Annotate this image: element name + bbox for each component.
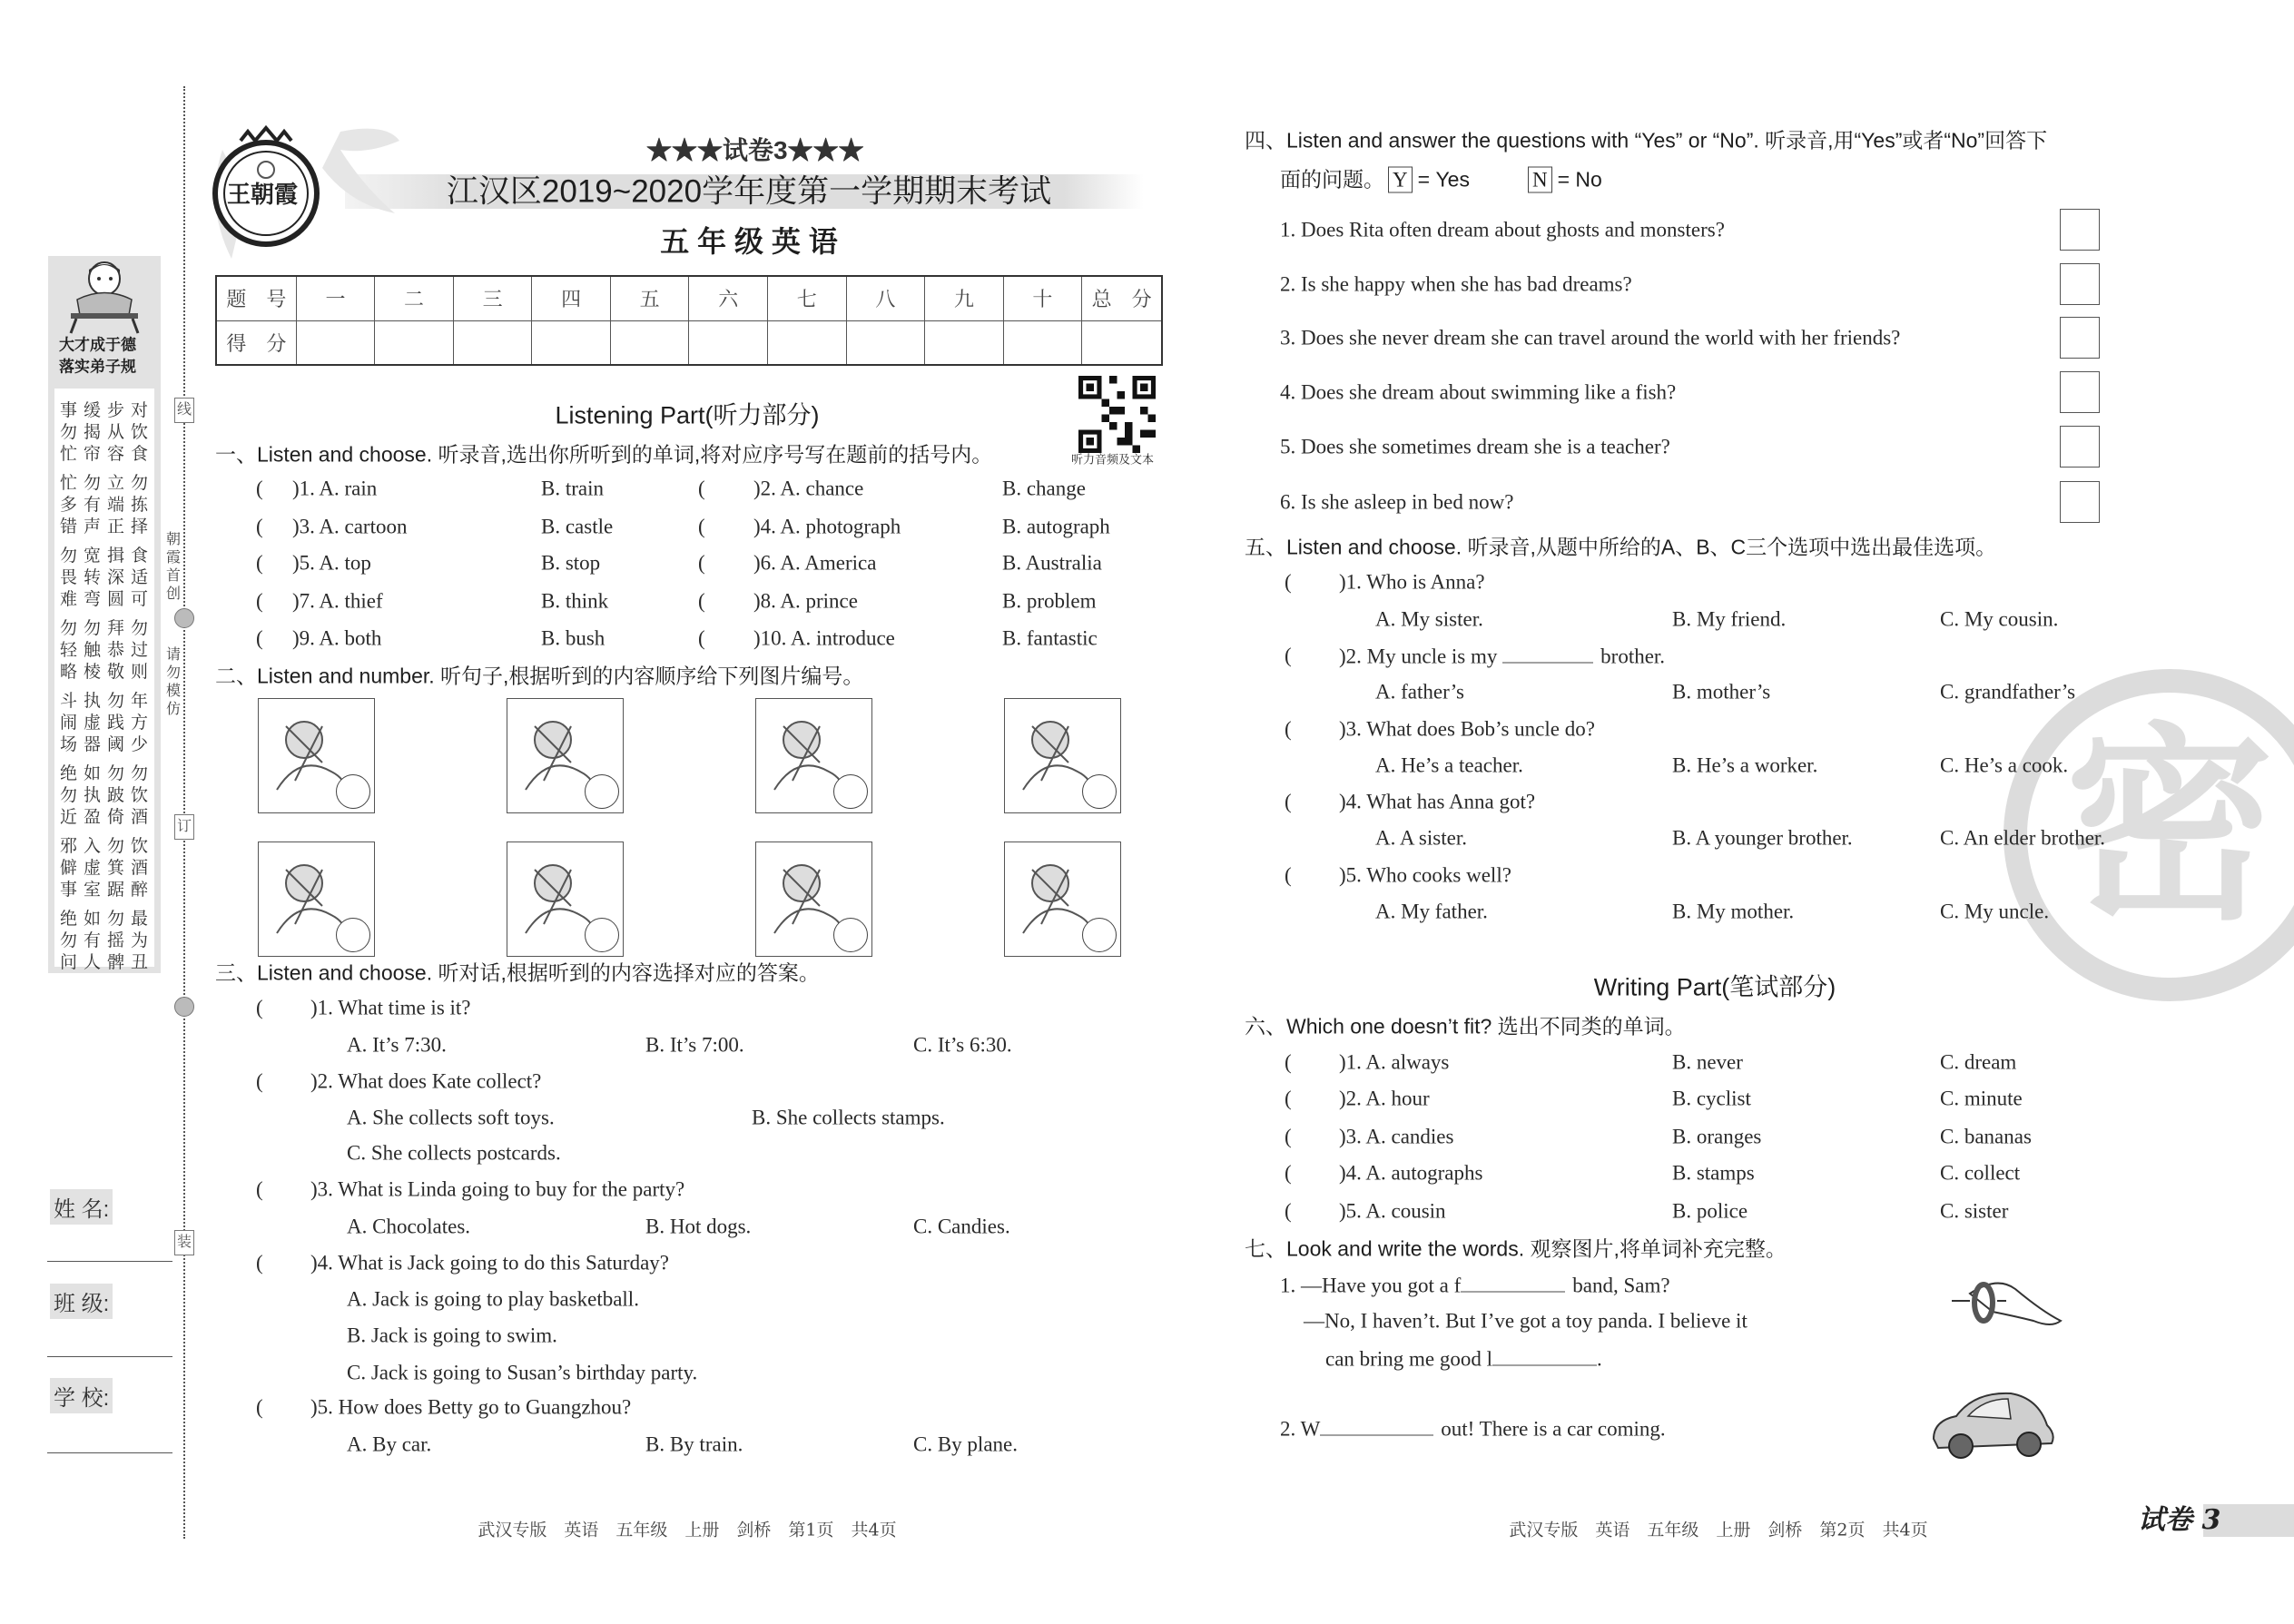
text: 1. —Have you got a f [1280,1274,1462,1297]
answer-option: C. An elder brother. [1940,826,2106,850]
word-option-a: )1. A. always [1339,1050,1450,1074]
answer-option: A. My sister. [1375,607,1483,631]
section-1-heading: 一、Listen and choose. 听录音,选出你所听到的单词,将对应序号写在题前的括号内。 [215,442,993,467]
answer-option: B. She collects stamps. [752,1106,945,1129]
brand-logo-text: 王朝霞 [227,182,299,209]
text: band, Sam? [1572,1274,1670,1297]
sidebar-verse-row: 僻虚箕酒 [60,858,155,878]
question-stem-end: brother. [1600,645,1666,668]
word-option-a: )1. A. rain [292,477,378,500]
word-option-a: )7. A. thief [292,589,383,613]
score-input-cell[interactable] [1082,320,1162,365]
yes-key-label: = Yes [1417,167,1470,192]
score-input-cell[interactable] [846,320,925,365]
write-question-1-line-1 [1280,1274,1670,1296]
sidebar-verse-row: 闹虚践方 [60,713,155,733]
answer-option: B. It’s 7:00. [645,1033,744,1057]
student-field-input[interactable] [47,1261,172,1262]
section-4-heading: 四、Listen and answer the questions with “Yes” or “No”. 听录音,用“Yes”或者“No”回答下 [1245,128,2048,153]
open-paren: ( [1285,570,1292,594]
answer-option: C. grandfather’s [1940,680,2076,704]
word-option-c: C. sister [1940,1199,2009,1223]
sidebar-verse-row: 略棱敬则 [60,662,155,682]
sidebar-verse-row: 勿有摇为 [60,930,155,950]
word-option-a: )10. A. introduce [753,626,895,650]
open-paren: ( [256,996,263,1019]
answer-bracket-field[interactable] [1295,1087,1343,1110]
student-field-label: 班 级: [50,1284,113,1319]
yes-no-answer-box[interactable] [2060,209,2100,251]
picture-number-circle[interactable] [336,774,370,809]
answer-bracket-field[interactable] [1295,1199,1343,1223]
picture-woman-in-town [507,698,624,813]
picture-nurse-with-food [755,842,872,957]
answer-option: C. By plane. [913,1432,1018,1456]
answer-option: B. Hot dogs. [645,1215,752,1238]
no-key-label: = No [1557,167,1602,192]
sidebar-verse-row: 勿执跛饮 [60,785,155,805]
sidebar-verse-row: 场器阈少 [60,734,155,754]
score-table-header-cell: 三 [453,276,532,320]
sidebar-verse-row: 忙勿立勿 [60,473,155,493]
no-key-box: N [1528,167,1552,193]
word-option-b: B. stop [541,551,601,575]
word-option-b: B. never [1672,1050,1743,1074]
section-2-heading: 二、Listen and number. 听句子,根据听到的内容顺序给下列图片编号。 [215,664,864,688]
answer-bracket-field[interactable] [267,1069,314,1093]
answer-bracket-field[interactable] [1295,570,1343,594]
score-input-cell[interactable] [296,320,375,365]
word-option-a: )8. A. prince [753,589,858,613]
open-paren: ( [698,589,705,613]
score-input-cell[interactable] [610,320,689,365]
word-option-b: B. Australia [1002,551,1102,575]
yes-no-answer-box[interactable] [2060,263,2100,305]
answer-option: A. It’s 7:30. [347,1033,447,1057]
word-option-a: )4. A. photograph [753,515,901,538]
yes-no-question: 3. Does she never dream she can travel around the world with her friends? [1280,326,1901,349]
sidebar-verse-row: 问人髀丑 [60,952,155,972]
question-text [1339,792,1535,812]
sidebar-verse-row: 近盈倚酒 [60,807,155,827]
open-paren: ( [698,515,705,538]
answer-option: C. Candies. [913,1215,1010,1238]
yes-key-box: Y [1388,167,1413,193]
word-option-b: B. fantastic [1002,626,1098,650]
score-input-cell[interactable] [1003,320,1082,365]
write-question-1-line-3 [1325,1347,1602,1370]
answer-bracket-field[interactable] [267,1251,314,1275]
yes-no-answer-box[interactable] [2060,317,2100,359]
word-option-a: )9. A. both [292,626,382,650]
sidebar-verse-row: 畏转深适 [60,567,155,587]
picture-number-circle[interactable] [833,774,868,809]
sidebar-verse-row: 勿宽揖食 [60,546,155,566]
sidebar-verse-row: 邪入勿饮 [60,836,155,856]
score-row-label: 得 分 [216,320,296,365]
answer-bracket-field[interactable] [1295,1125,1343,1148]
word-option-b: B. bush [541,626,605,650]
picture-number-circle[interactable] [336,918,370,952]
score-table-header-cell: 十 [1003,276,1082,320]
sidebar-verse-row: 多有端拣 [60,495,155,515]
answer-bracket-field[interactable] [1295,1161,1343,1185]
open-paren: ( [1285,1050,1292,1074]
answer-option: B. My mother. [1672,900,1795,923]
picture-hats [258,698,375,813]
score-input-cell[interactable] [453,320,532,365]
sidebar-verse-row: 勿揭从饮 [60,422,155,442]
sidebar-verse-row: 难弯圆可 [60,589,155,609]
answer-bracket-field[interactable] [1295,644,1343,667]
question-text [1339,865,1511,886]
score-table-header-cell: 一 [296,276,375,320]
sidebar-verse-row: 轻触恭过 [60,640,155,660]
answer-option: C. Jack is going to Susan’s birthday party. [347,1361,698,1384]
word-option-b: B. stamps [1672,1161,1755,1185]
picture-monster [507,842,624,957]
word-option-b: B. cyclist [1672,1087,1751,1110]
word-option-c: C. dream [1940,1050,2017,1074]
question-text: )5. How does Betty go to Guangzhou? [310,1395,632,1419]
write-question-2 [1280,1417,1666,1440]
picture-number-circle[interactable] [833,918,868,952]
yes-no-answer-box[interactable] [2060,371,2100,413]
yes-no-question: 4. Does she dream about swimming like a fish? [1280,380,1677,404]
answer-bracket-field[interactable] [1295,717,1343,741]
sidebar-verse-row: 勿勿拜勿 [60,618,155,638]
word-blank-f[interactable] [1461,1274,1565,1293]
word-option-b: B. change [1002,477,1086,500]
open-paren: ( [256,1251,263,1275]
word-option-a: )3. A. candies [1339,1125,1454,1148]
score-table-header-cell: 四 [532,276,611,320]
score-input-cell[interactable] [689,320,768,365]
answer-option: C. He’s a cook. [1940,753,2069,777]
picture-newspapers [1004,698,1121,813]
text: . [1596,1347,1602,1371]
word-option-b: B. autograph [1002,515,1110,538]
picture-number-circle[interactable] [1082,774,1117,809]
question-text: )2. What does Kate collect? [310,1069,542,1093]
answer-option: A. father’s [1375,680,1464,704]
picture-number-circle[interactable] [585,774,619,809]
yes-no-answer-box[interactable] [2060,481,2100,523]
score-input-cell[interactable] [375,320,454,365]
student-field-label: 姓 名: [50,1189,113,1225]
picture-children-pointing [258,842,375,957]
binding-mark: 装 [174,1230,194,1255]
binding-dotted-line [183,86,185,1539]
open-paren: ( [256,551,263,575]
score-table-header-cell: 六 [689,276,768,320]
answer-option: A. Jack is going to play basketball. [347,1287,639,1311]
open-paren: ( [256,477,263,500]
score-table-header-cell: 总 分 [1082,276,1162,320]
question-stem: )3. What does Bob’s uncle do? [1339,717,1595,741]
answer-bracket-field[interactable] [709,589,756,613]
word-option-b: B. castle [541,515,614,538]
question-text: )1. What time is it? [310,996,471,1019]
writing-part-title: Writing Part(笔试部分) [1593,973,1836,1001]
open-paren: ( [256,1177,263,1201]
word-option-b: B. think [541,589,609,613]
word-option-c: C. minute [1940,1087,2023,1110]
open-paren: ( [698,551,705,575]
student-field-input[interactable] [47,1452,172,1453]
student-field-label: 学 校: [50,1378,113,1413]
sidebar-scholar-illustration [64,259,145,336]
qr-code[interactable] [1078,376,1156,453]
word-option-a: )3. A. cartoon [292,515,408,538]
open-paren: ( [256,1395,263,1419]
open-paren: ( [1285,1161,1292,1185]
sidebar-vertical-note: 朝霞首创 [165,532,181,602]
text: 2. W [1280,1417,1321,1441]
student-field-input[interactable] [47,1356,172,1357]
word-option-c: C. bananas [1940,1125,2032,1148]
open-paren: ( [1285,1199,1292,1223]
open-paren: ( [1285,644,1292,667]
page-tag: 试卷 3 [2138,1504,2221,1536]
answer-option: A. By car. [347,1432,432,1456]
page-footer: 武汉专版 英语 五年级 上册 剑桥 第1页 共4页 [478,1520,897,1540]
sidebar-vertical-note: 请勿模仿 [165,647,181,717]
sidebar-verse-row: 事缓步对 [60,400,155,420]
score-table-header-cell: 二 [375,276,454,320]
question-stem: )2. My uncle is my [1339,645,1498,668]
section-6-heading: 六、Which one doesn’t fit? 选出不同类的单词。 [1245,1014,1686,1038]
answer-option: B. mother’s [1672,680,1771,704]
sidebar-verse-row: 忙帘容食 [60,444,155,464]
word-blank-w[interactable] [1320,1417,1433,1436]
word-option-a: )5. A. top [292,551,371,575]
answer-option: A. Chocolates. [347,1215,471,1238]
question-blank[interactable] [1502,645,1593,664]
answer-option: B. Jack is going to swim. [347,1324,557,1347]
question-text: )3. What is Linda going to buy for the party? [310,1177,685,1201]
yes-no-answer-box[interactable] [2060,426,2100,468]
picture-number-circle[interactable] [1082,918,1117,952]
open-paren: ( [1285,790,1292,813]
section-4-heading-continued [1280,167,1602,193]
open-paren: ( [1285,1125,1292,1148]
sidebar-verse-row: 绝如勿最 [60,909,155,929]
sidebar-verse-row: 绝如勿勿 [60,763,155,783]
open-paren: ( [1285,717,1292,741]
word-option-b: B. train [541,477,604,500]
word-option-b: B. problem [1002,589,1097,613]
score-table-header-cell: 七 [768,276,847,320]
answer-option: A. A sister. [1375,826,1467,850]
word-blank-l[interactable] [1492,1347,1597,1366]
exam-title: 江汉区2019~2020学年度第一学期期末考试 [446,173,1052,210]
word-option-a: )4. A. autographs [1339,1161,1483,1185]
sidebar-verse-row: 斗执勿年 [60,691,155,711]
question-stem: )1. Who is Anna? [1339,570,1485,594]
answer-bracket-field[interactable] [267,1395,314,1419]
write-question-1-line-2: —No, I haven’t. But I’ve got a toy panda. I believe it [1304,1309,1748,1333]
sidebar-verse-row: 事室踞醉 [60,880,155,900]
question-text [1339,645,1665,667]
answer-bracket-field[interactable] [709,477,756,500]
answer-bracket-field[interactable] [709,626,756,650]
word-option-a: )6. A. America [753,551,877,575]
binding-seal-icon [174,608,194,628]
sidebar-motto: 落实弟子规 [59,358,136,376]
page-footer: 武汉专版 英语 五年级 上册 剑桥 第2页 共4页 [1509,1520,1928,1540]
open-paren: ( [256,589,263,613]
answer-bracket-field[interactable] [1295,1050,1343,1074]
score-input-cell[interactable] [768,320,847,365]
score-table-header-cell: 题 号 [216,276,296,320]
answer-option: C. She collects postcards. [347,1141,561,1165]
open-paren: ( [1285,863,1292,887]
yes-no-question: 2. Is she happy when she has bad dreams? [1280,272,1632,296]
score-table-header-cell: 九 [925,276,1004,320]
score-table [215,275,1163,366]
word-option-c: C. collect [1940,1161,2021,1185]
listening-part-title: Listening Part(听力部分) [555,401,820,429]
sidebar-verse-row: 错声正择 [60,517,155,536]
open-paren: ( [698,626,705,650]
word-option-b: B. police [1672,1199,1748,1223]
section-3-heading: 三、Listen and choose. 听对话,根据听到的内容选择对应的答案。 [215,960,820,985]
open-paren: ( [256,515,263,538]
picture-family-at-window [1004,842,1121,957]
car-illustration [1925,1384,2061,1462]
score-table-header-cell: 八 [846,276,925,320]
heading-text: 面的问题。 [1280,167,1384,192]
qr-caption: 听力音频及文本 [1071,452,1155,467]
binding-seal-icon [174,997,194,1017]
answer-option: A. He’s a teacher. [1375,753,1523,777]
question-text [1339,572,1485,593]
score-input-cell[interactable] [532,320,611,365]
answer-option: B. By train. [645,1432,743,1456]
yes-no-question: 5. Does she sometimes dream she is a teacher? [1280,435,1670,458]
answer-bracket-field[interactable] [709,515,756,538]
answer-bracket-field[interactable] [1295,790,1343,813]
answer-option: B. A younger brother. [1672,826,1853,850]
open-paren: ( [256,1069,263,1093]
answer-bracket-field[interactable] [267,1177,314,1201]
section-5-heading: 五、Listen and choose. 听录音,从题中所给的A、B、C三个选项中选出最佳选项。 [1245,535,1997,559]
sidebar-motto: 大才成于德 [59,336,136,354]
open-paren: ( [1285,1087,1292,1110]
yes-no-question: 1. Does Rita often dream about ghosts and monsters? [1280,218,1725,241]
text: out! There is a car coming. [1441,1417,1666,1441]
text: can bring me good l [1325,1347,1492,1371]
picture-cat-on-blanket [755,698,872,813]
answer-option: A. She collects soft toys. [347,1106,555,1129]
question-stem: )4. What has Anna got? [1339,790,1536,813]
score-input-cell[interactable] [925,320,1004,365]
picture-number-circle[interactable] [585,918,619,952]
answer-option: C. My cousin. [1940,607,2059,631]
binding-mark: 线 [174,398,194,423]
yes-no-question: 6. Is she asleep in bed now? [1280,490,1514,514]
binding-mark: 订 [174,814,194,840]
question-text: )4. What is Jack going to do this Saturday? [310,1251,669,1275]
answer-option: A. My father. [1375,900,1488,923]
answer-option: C. My uncle. [1940,900,2050,923]
open-paren: ( [698,477,705,500]
answer-option: C. It’s 6:30. [913,1033,1012,1057]
answer-bracket-field[interactable] [709,551,756,575]
answer-bracket-field[interactable] [1295,863,1343,887]
friendship-band-illustration [1952,1275,2070,1339]
question-text [1339,719,1595,740]
open-paren: ( [256,626,263,650]
section-7-heading: 七、Look and write the words. 观察图片,将单词补充完整。 [1245,1236,1787,1261]
word-option-b: B. oranges [1672,1125,1762,1148]
score-table-header-cell: 五 [610,276,689,320]
watermark-glyph: 密 [2064,706,2275,949]
question-stem: )5. Who cooks well? [1339,863,1511,887]
paper-number: ★★★试卷3★★★ [646,136,864,164]
word-option-a: )2. A. chance [753,477,864,500]
exam-subtitle: 五 年 级 英 语 [660,225,838,258]
answer-option: B. He’s a worker. [1672,753,1818,777]
word-option-a: )2. A. hour [1339,1087,1430,1110]
word-option-a: )5. A. cousin [1339,1199,1446,1223]
answer-option: B. My friend. [1672,607,1787,631]
answer-bracket-field[interactable] [267,996,314,1019]
